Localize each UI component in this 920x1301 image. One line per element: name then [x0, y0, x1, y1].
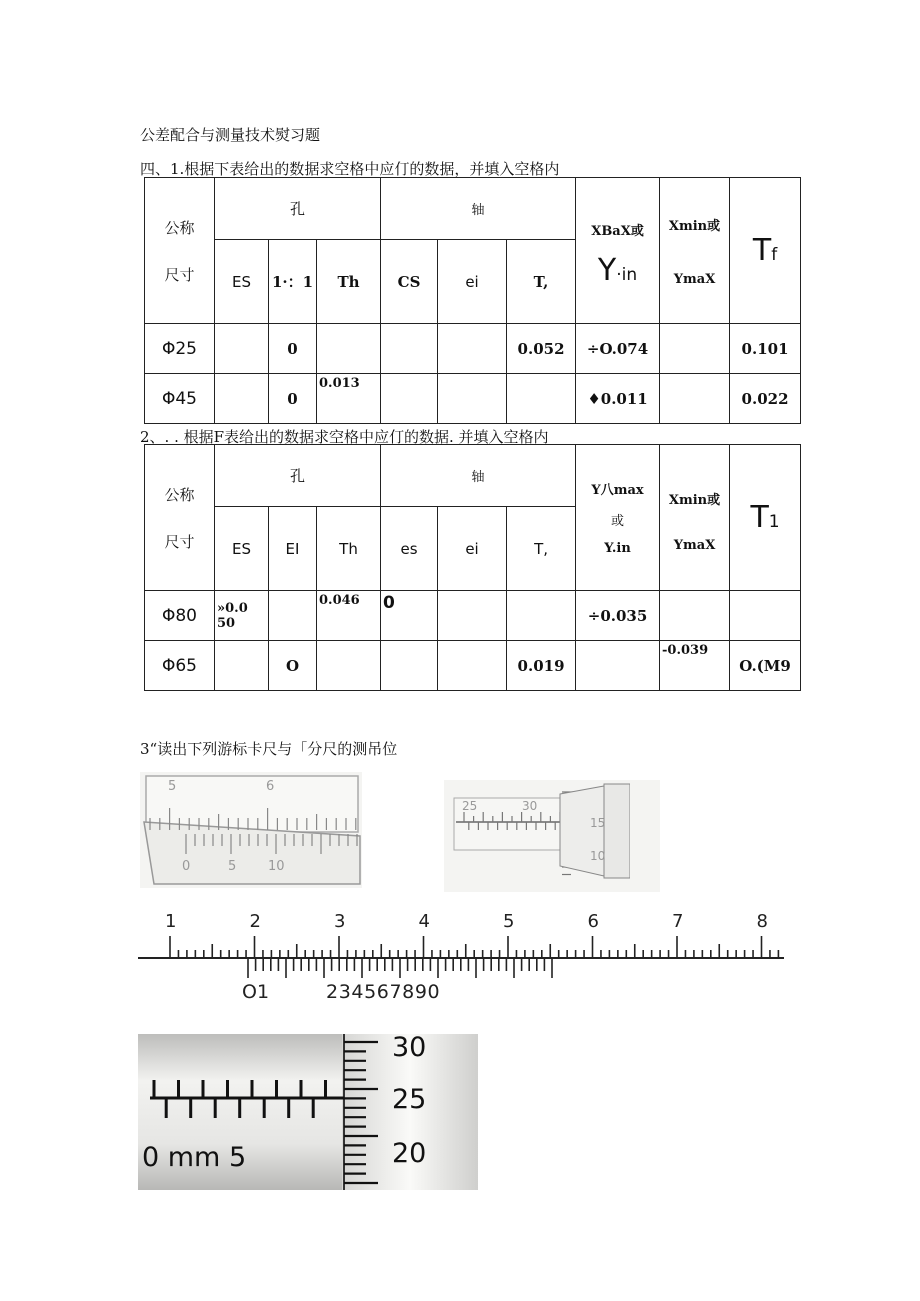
micrometer-2-sleeve-label: 0 mm 5	[142, 1142, 247, 1173]
micrometer-2-thimble-label: 25	[392, 1084, 427, 1115]
caliper-2-main-label: 8	[756, 911, 768, 932]
q1-sub-ei: 1·：1	[269, 240, 317, 324]
document-title: 公差配合与测量技术熨习题	[140, 126, 321, 144]
table-row	[145, 374, 801, 424]
caliper-1-vernier-label: 5	[228, 859, 237, 874]
q1-xmax-header: XBaX或 Y·in	[576, 178, 660, 324]
q1-row2-es[interactable]	[215, 374, 269, 424]
caliper-2-main-label: 1	[165, 911, 177, 932]
q1-row2-ts[interactable]	[507, 374, 576, 424]
q1-row1-tf[interactable]: 0.101	[730, 324, 801, 374]
q2-row1-t[interactable]	[730, 591, 801, 641]
q2-row1-ei-shaft[interactable]	[438, 591, 507, 641]
q2-xmin-header: Xmin或 YmaX	[660, 445, 730, 591]
q2-row1-ei[interactable]	[269, 591, 317, 641]
q2-row2-ei[interactable]: O	[269, 641, 317, 691]
caliper-2-main-label: 6	[587, 911, 599, 932]
caliper-1-vernier-label: 10	[268, 859, 285, 874]
caliper-1-main-label: 6	[266, 779, 275, 794]
q2-row1-th[interactable]: 0.046	[317, 591, 381, 641]
q2-t-header: T1	[730, 445, 801, 591]
micrometer-2-thimble-label: 30	[392, 1034, 427, 1063]
q1-size-header: 公称 尺寸	[145, 178, 215, 324]
q2-row1-es[interactable]: »0.0 50	[215, 591, 269, 641]
q1-tf-header: Tf	[730, 178, 801, 324]
q2-row2-ts[interactable]: 0.019	[507, 641, 576, 691]
q1-row2-th[interactable]: 0.013	[317, 374, 381, 424]
micrometer-1	[444, 780, 660, 892]
q2-row2-es-shaft[interactable]	[381, 641, 438, 691]
q1-row1-ei-shaft[interactable]	[438, 324, 507, 374]
q2-row2-es[interactable]	[215, 641, 269, 691]
q1-row1-th[interactable]	[317, 324, 381, 374]
q1-row2-tf[interactable]: 0.022	[730, 374, 801, 424]
caliper-2-main-label: 5	[503, 911, 515, 932]
q1-row2-ei[interactable]: 0	[269, 374, 317, 424]
micrometer-2-thimble-label: 20	[392, 1138, 427, 1169]
caliper-2-main-label: 3	[334, 911, 346, 932]
q2-row2-th[interactable]	[317, 641, 381, 691]
q1-shaft-header: 轴	[381, 178, 576, 240]
q1-prompt: 四、1.根据下表给出的数据求空格中应仃的数据，并填入空格内	[140, 160, 560, 178]
micrometer-1-thimble	[604, 784, 630, 878]
q1-row1-ei[interactable]: 0	[269, 324, 317, 374]
table-row	[145, 324, 801, 374]
micrometer-1-thimble-label: 10	[590, 849, 606, 863]
caliper-1-vernier-label: 0	[182, 859, 191, 874]
q3-prompt: 3“读出下列游标卡尺与「分尺的测吊位	[140, 740, 398, 758]
q2-hole-header: 孔	[215, 445, 381, 507]
caliper-2-vernier-label: 234567890	[326, 981, 441, 1003]
caliper-1-main-label: 5	[168, 779, 177, 794]
q1-row2-xmin[interactable]	[660, 374, 730, 424]
q2-shaft-header: 轴	[381, 445, 576, 507]
micrometer-1-sleeve-label: 30	[522, 799, 538, 813]
q2-prompt: 2、. . 根据F表给出的数据求空格中应仃的数据. 并填入空格内	[140, 428, 549, 446]
q1-row1-xmax[interactable]: ÷O.074	[576, 324, 660, 374]
micrometer-2	[138, 1034, 478, 1190]
q1-hole-header: 孔	[215, 178, 381, 240]
q2-table	[144, 444, 801, 691]
q1-row2-size: Φ45	[145, 374, 215, 424]
q2-row2-ei-shaft[interactable]	[438, 641, 507, 691]
q2-row2-t[interactable]: O.(M9	[730, 641, 801, 691]
micrometer-1-thimble-label: 15	[590, 816, 606, 830]
q2-row1-xmin[interactable]	[660, 591, 730, 641]
q1-row1-size: Φ25	[145, 324, 215, 374]
q1-xmin-header: Xmin或 YmaX	[660, 178, 730, 324]
micrometer-1-ratchet	[630, 780, 660, 892]
q2-row1-ts[interactable]	[507, 591, 576, 641]
q2-sub-ei-shaft: ei	[438, 507, 507, 591]
vernier-caliper-2	[136, 900, 786, 1004]
caliper-2-main-label: 7	[672, 911, 684, 932]
caliper-2-main-label: 4	[418, 911, 430, 932]
table-row	[145, 591, 801, 641]
table-row	[145, 641, 801, 691]
q2-size-header: 公称 尺寸	[145, 445, 215, 591]
micrometer-1-sleeve-label: 25	[462, 799, 478, 813]
q2-sub-th: Th	[317, 507, 381, 591]
q2-sub-es: ES	[215, 507, 269, 591]
q1-row2-ei-shaft[interactable]	[438, 374, 507, 424]
q2-sub-es-shaft: es	[381, 507, 438, 591]
q1-sub-ei2: ei	[438, 240, 507, 324]
q1-row1-es[interactable]	[215, 324, 269, 374]
q2-row1-size: Φ80	[145, 591, 215, 641]
q1-row2-xmax[interactable]: ♦0.011	[576, 374, 660, 424]
q2-row2-size: Φ65	[145, 641, 215, 691]
q1-table	[144, 177, 801, 424]
q1-row1-ts[interactable]: 0.052	[507, 324, 576, 374]
q1-sub-cs: CS	[381, 240, 438, 324]
q2-row2-xmin[interactable]: -0.039	[660, 641, 730, 691]
q1-row1-xmin[interactable]	[660, 324, 730, 374]
q1-sub-es: ES	[215, 240, 269, 324]
q2-row1-es-shaft[interactable]: 0	[381, 591, 438, 641]
q1-row1-es-shaft[interactable]	[381, 324, 438, 374]
q2-row2-ymax[interactable]	[576, 641, 660, 691]
q1-row2-es-shaft[interactable]	[381, 374, 438, 424]
q2-sub-ts: T,	[507, 507, 576, 591]
caliper-2-main-label: 2	[249, 911, 261, 932]
q1-sub-ts: T,	[507, 240, 576, 324]
caliper-2-vernier-label: O1	[242, 981, 270, 1003]
vernier-caliper-1	[140, 772, 362, 888]
q1-sub-th: Th	[317, 240, 381, 324]
q2-ymax-header: Y八max 或 Y.in	[576, 445, 660, 591]
q2-row1-ymax[interactable]: ÷0.035	[576, 591, 660, 641]
q2-sub-ei: EI	[269, 507, 317, 591]
